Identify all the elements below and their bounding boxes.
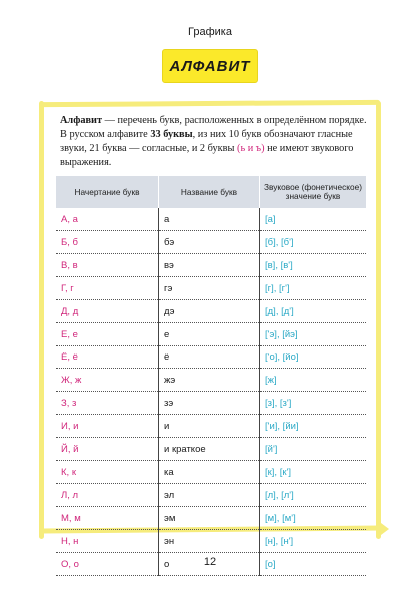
letter-cell: Д, д <box>56 300 159 323</box>
sound-cell: ['э], [йэ] <box>260 323 367 346</box>
sound-cell: [в], [в'] <box>260 254 367 277</box>
letter-cell: А, а <box>56 208 159 231</box>
name-cell: дэ <box>159 300 260 323</box>
arrow-icon <box>377 520 389 538</box>
letter-cell: К, к <box>56 461 159 484</box>
letter-cell: Й, й <box>56 438 159 461</box>
letter-cell: В, в <box>56 254 159 277</box>
column-header-letters: Начертание букв <box>56 176 159 208</box>
column-header-names: Название букв <box>159 176 260 208</box>
sound-cell: [м], [м'] <box>260 507 367 530</box>
intro-signs: (ь и ъ) <box>237 143 265 154</box>
letter-cell: Б, б <box>56 231 159 254</box>
intro-paragraph <box>60 114 370 170</box>
sound-cell: [л], [л'] <box>260 484 367 507</box>
frame-right-line <box>376 101 381 539</box>
sound-cell: [к], [к'] <box>260 461 367 484</box>
letter-cell: Ё, ё <box>56 346 159 369</box>
letter-cell: Е, е <box>56 323 159 346</box>
section-heading: Графика <box>188 26 232 38</box>
sound-cell: [а] <box>260 208 367 231</box>
intro-text-1: — перечень букв, расположенных в определённом порядке. В русском алфавите <box>60 115 367 140</box>
intro-term: Алфавит <box>60 115 103 126</box>
sound-cell: [н], [н'] <box>260 530 367 553</box>
sound-cell: ['и], [йи] <box>260 415 367 438</box>
table-row <box>56 346 366 369</box>
intro-text-3: не имеют звукового выражения. <box>60 143 354 168</box>
sound-cell: [о] <box>260 553 367 576</box>
sound-cell: [г], [г'] <box>260 277 367 300</box>
name-cell: о <box>159 553 260 576</box>
table-row <box>56 392 366 415</box>
table-row <box>56 323 366 346</box>
table-row <box>56 208 366 231</box>
letter-cell: З, з <box>56 392 159 415</box>
name-cell: эл <box>159 484 260 507</box>
letter-cell: Л, л <box>56 484 159 507</box>
name-cell: жэ <box>159 369 260 392</box>
sound-cell: [ж] <box>260 369 367 392</box>
table-row <box>56 530 366 553</box>
name-cell: эм <box>159 507 260 530</box>
sound-cell: [б], [б'] <box>260 231 367 254</box>
table-row <box>56 254 366 277</box>
sound-cell: ['о], [йо] <box>260 346 367 369</box>
name-cell: и <box>159 415 260 438</box>
letter-cell: М, м <box>56 507 159 530</box>
table-row <box>56 461 366 484</box>
page-number: 12 <box>203 556 217 568</box>
page-title: АЛФАВИТ <box>169 57 251 75</box>
table-row <box>56 277 366 300</box>
table-row <box>56 369 366 392</box>
name-cell: ка <box>159 461 260 484</box>
table-body <box>56 208 366 576</box>
name-cell: бэ <box>159 231 260 254</box>
intro-count: 33 буквы <box>150 129 193 140</box>
name-cell: а <box>159 208 260 231</box>
title-box <box>162 49 258 83</box>
name-cell: е <box>159 323 260 346</box>
letter-cell: И, и <box>56 415 159 438</box>
name-cell: ё <box>159 346 260 369</box>
frame-top-line <box>40 100 380 107</box>
name-cell: гэ <box>159 277 260 300</box>
sound-cell: [д], [д'] <box>260 300 367 323</box>
name-cell: зэ <box>159 392 260 415</box>
letter-cell: Н, н <box>56 530 159 553</box>
table-row <box>56 415 366 438</box>
table-row <box>56 438 366 461</box>
sound-cell: [з], [з'] <box>260 392 367 415</box>
letter-cell: О, о <box>56 553 159 576</box>
table-header-row <box>56 176 366 208</box>
letter-cell: Ж, ж <box>56 369 159 392</box>
name-cell: вэ <box>159 254 260 277</box>
alphabet-table <box>56 176 366 576</box>
table-row <box>56 300 366 323</box>
table-row <box>56 484 366 507</box>
column-header-sounds: Звуковое (фонетическое) значение букв <box>260 176 367 208</box>
name-cell: эн <box>159 530 260 553</box>
frame-left-line <box>39 101 44 539</box>
table-row <box>56 507 366 530</box>
sound-cell: [й'] <box>260 438 367 461</box>
letter-cell: Г, г <box>56 277 159 300</box>
name-cell: и краткое <box>159 438 260 461</box>
intro-text-2: , из них 10 букв обозначают гласные звуки, 21 буква — согласные, и 2 буквы <box>60 129 353 154</box>
table-row <box>56 231 366 254</box>
